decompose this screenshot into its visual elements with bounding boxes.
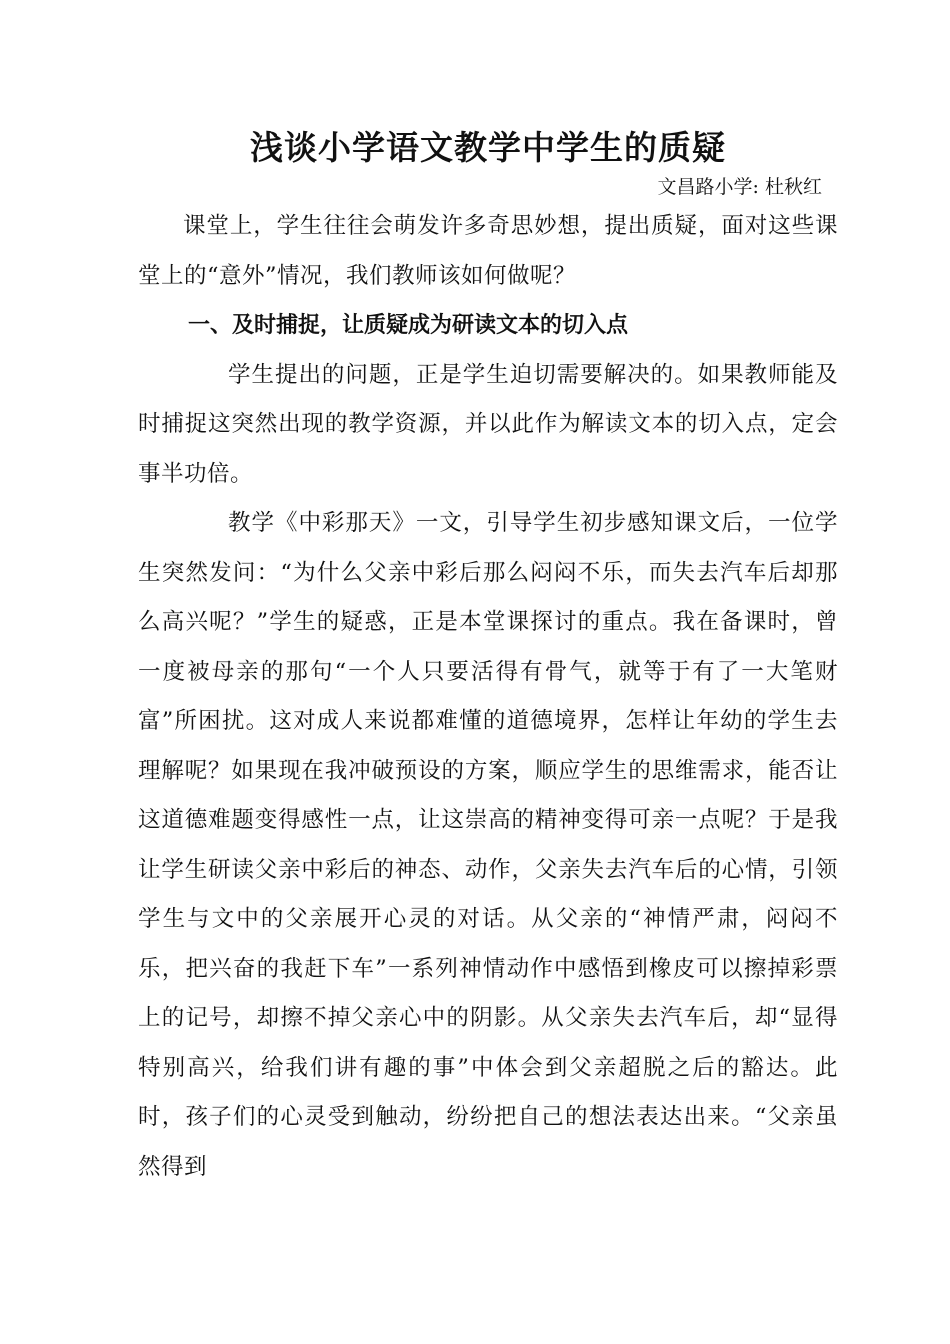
- document-title: 浅谈小学语文教学中学生的质疑: [250, 128, 726, 167]
- document-page: [138, 124, 838, 1192]
- section-heading: 一、及时捕捉，让质疑成为研读文本的切入点: [188, 313, 629, 338]
- intro-paragraph: 课堂上，学生往往会萌发许多奇思妙想，提出质疑，面对这些课堂上的“意外”情况，我们教师该如何做呢？: [138, 213, 838, 289]
- section-paragraph-2: 教学《中彩那天》一文，引导学生初步感知课文后，一位学生突然发问：“为什么父亲中彩后那么闷闷不乐，而失去汽车后却那么高兴呢？”学生的疑惑，正是本堂课探讨的重点。我在备课时，曾一度被母亲的那句“一个人只要活得有骨气，就等于有了一大笔财富”所困扰。这对成人来说都难懂的道德境界，怎样让年幼的学生去理解呢？如果现在我冲破预设的方案，顺应学生的思维需求，能否让这道德难题变得感性一点，让这崇高的精神变得可亲一点呢？于是我让学生研读父亲中彩后的神态、动作，父亲失去汽车后的心情，引领学生与文中的父亲展开心灵的对话。从父亲的“神情严肃，闷闷不乐，把兴奋的我赶下车”一系列神情动作中感悟到橡皮可以擦掉彩票上的记号，却擦不掉父亲心中的阴影。从父亲失去汽车后，却“显得特别高兴，给我们讲有趣的事”中体会到父亲超脱之后的豁达。此时，孩子们的心灵受到触动，纷纷把自己的想法表达出来。“父亲虽然得到: [138, 510, 838, 1180]
- author-line: 文昌路小学: 杜秋红: [657, 176, 822, 198]
- section-paragraph-1: 学生提出的问题，正是学生迫切需要解决的。如果教师能及时捕捉这突然出现的教学资源，并以此作为解读文本的切入点，定会事半功倍。: [138, 361, 838, 487]
